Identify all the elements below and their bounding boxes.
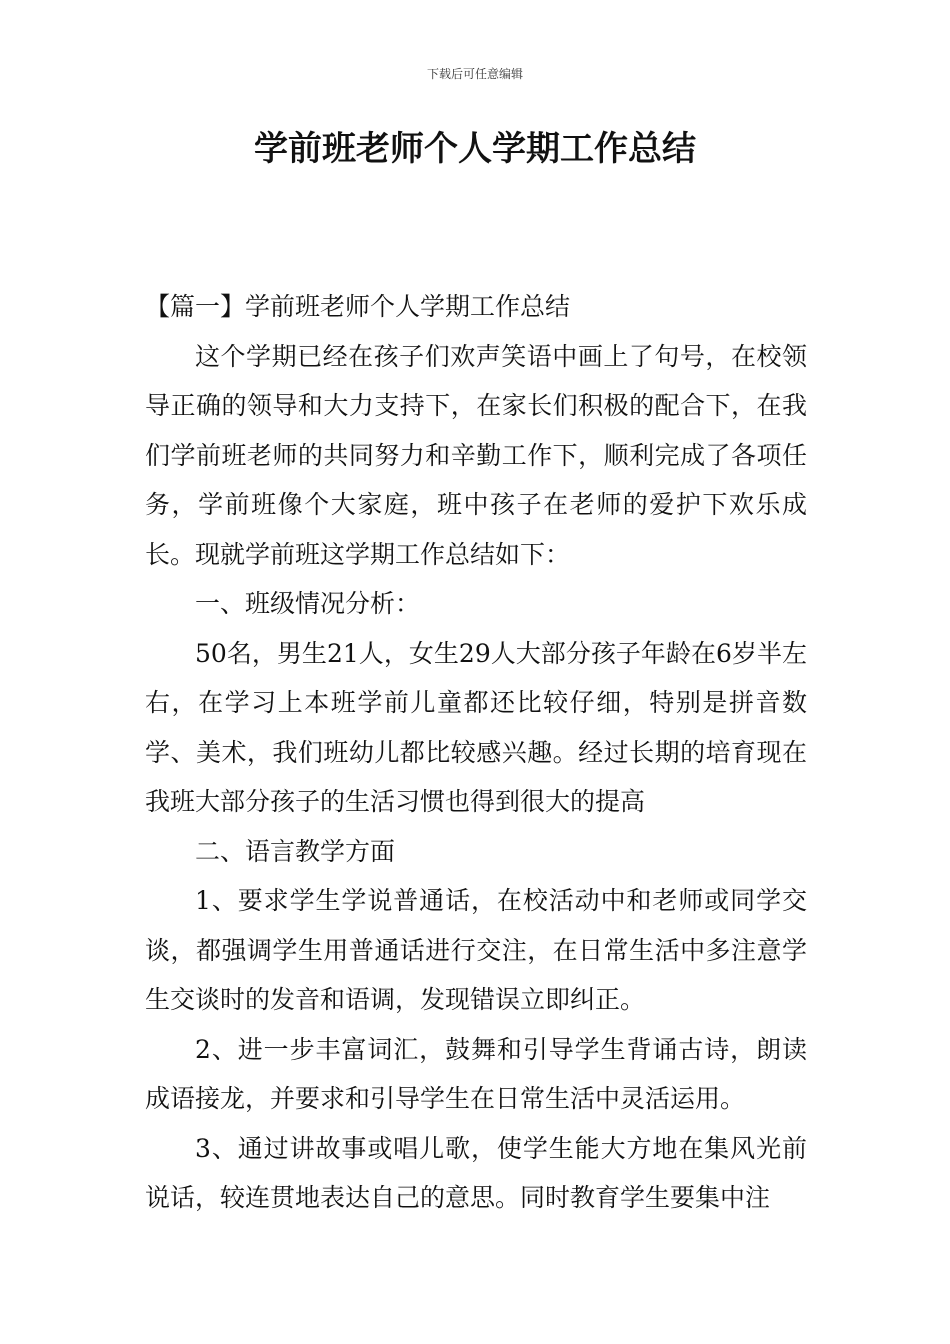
header-note: 下载后可任意编辑 [426, 67, 523, 81]
paragraph-class-analysis: 50名，男生21人，女生29人大部分孩子年龄在6岁半左右，在学习上本班学前儿童都还比较仔细，特别是拼音数学、美术，我们班幼儿都比较感兴趣。经过长期的培育现在我班大部分孩子的生活习惯也得到很大的提高 [145, 638, 807, 816]
paragraph-item-2: 2、进一步丰富词汇，鼓舞和引导学生背诵古诗，朗读成语接龙，并要求和引导学生在日常生活中灵活运用。 [145, 1034, 807, 1113]
document-title: 学前班老师个人学期工作总结 [254, 129, 696, 169]
subheading-class-analysis: 一、班级情况分析： [195, 589, 421, 618]
section-heading: 【篇一】学前班老师个人学期工作总结 [145, 292, 571, 321]
document-body [145, 282, 807, 1223]
subheading-language-teaching: 二、语言教学方面 [195, 836, 396, 866]
paragraph-item-1: 1、要求学生学说普通话，在校活动中和老师或同学交谈，都强调学生用普通话进行交注，在日常生活中多注意学生交谈时的发音和语调，发现错误立即纠正。 [145, 886, 807, 1014]
paragraph-item-3: 3、通过讲故事或唱儿歌，使学生能大方地在集风光前说话，较连贯地表达自己的意思。同时教育学生要集中注 [145, 1133, 807, 1212]
paragraph-intro: 这个学期已经在孩子们欢声笑语中画上了句号，在校领导正确的领导和大力支持下，在家长们积极的配合下，在我们学前班老师的共同努力和辛勤工作下，顺利完成了各项任务，学前班像个大家庭，班中孩子在老师的爱护下欢乐成长。现就学前班这学期工作总结如下： [145, 341, 807, 569]
